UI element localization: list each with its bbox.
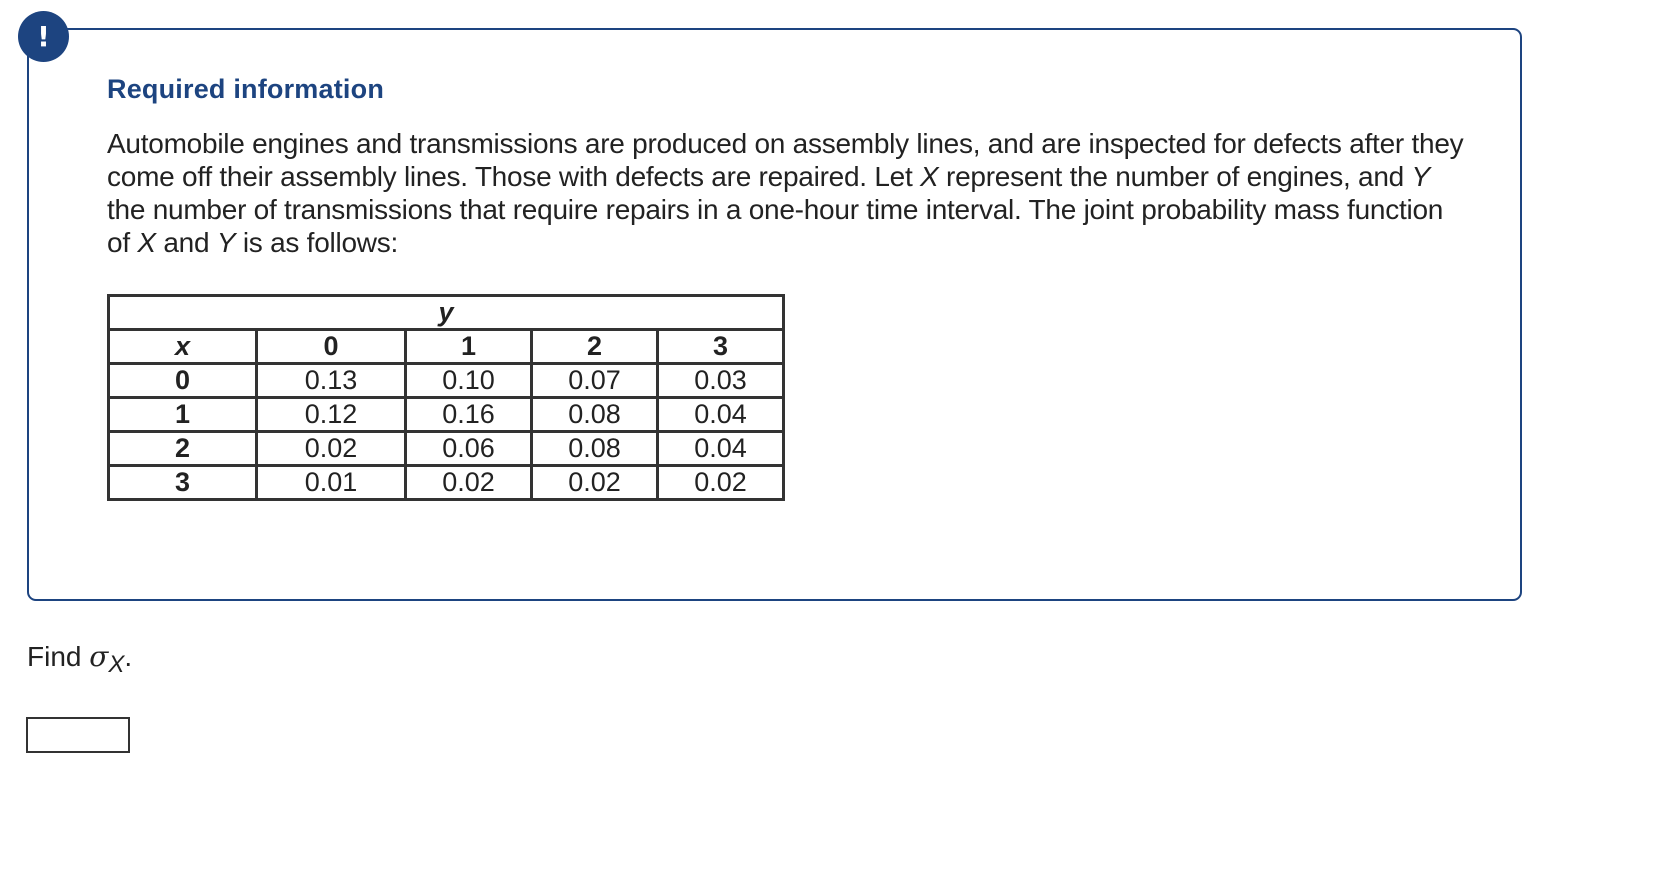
problem-text-1: Automobile engines and transmissions are produced on assembly lines, and are inspected for defects after they come off their assembly lines. Those with defects are repaired. Let: [107, 128, 1464, 192]
variable-y: Y: [216, 227, 236, 258]
table-cell: 0.10: [406, 364, 532, 398]
sigma-symbol: σ: [89, 640, 109, 673]
table-cell: 0.08: [532, 432, 658, 466]
column-header: 2: [532, 330, 658, 364]
column-variable-label: y: [109, 296, 784, 330]
column-header: 1: [406, 330, 532, 364]
table-cell: 0.01: [257, 466, 406, 500]
table-cell: 0.04: [658, 432, 784, 466]
table-row: [109, 466, 784, 500]
row-header: 3: [109, 466, 257, 500]
table-cell: 0.13: [257, 364, 406, 398]
question-suffix: .: [124, 641, 133, 672]
row-header: 2: [109, 432, 257, 466]
alert-icon: !: [18, 11, 69, 62]
sigma-subscript: X: [108, 651, 125, 678]
table-row: [109, 432, 784, 466]
table-cell: 0.02: [658, 466, 784, 500]
table-cell: 0.06: [406, 432, 532, 466]
table-cell: 0.02: [406, 466, 532, 500]
table-header-row: [109, 330, 784, 364]
table-cell: 0.08: [532, 398, 658, 432]
table-cell: 0.04: [658, 398, 784, 432]
problem-text-2: represent the number of engines, and: [938, 161, 1412, 192]
table-row: [109, 364, 784, 398]
column-header: 3: [658, 330, 784, 364]
question-prefix: Find: [27, 641, 90, 672]
variable-y: Y: [1411, 161, 1430, 192]
problem-text-4: and: [155, 227, 217, 258]
table-header-row: [109, 296, 784, 330]
table-cell: 0.16: [406, 398, 532, 432]
variable-x: X: [137, 227, 156, 258]
row-header: 0: [109, 364, 257, 398]
table-cell: 0.07: [532, 364, 658, 398]
table-cell: 0.02: [532, 466, 658, 500]
answer-input[interactable]: [26, 717, 130, 753]
required-information-heading: Required information: [107, 74, 385, 104]
row-header: 1: [109, 398, 257, 432]
row-variable-label: x: [109, 330, 257, 364]
variable-x: X: [920, 161, 939, 192]
joint-pmf-table: [107, 294, 785, 501]
table-cell: 0.03: [658, 364, 784, 398]
problem-text-3: the number of transmissions that require repairs in a one-hour time interval. The joint probability mass function of: [107, 194, 1444, 258]
table-row: [109, 398, 784, 432]
table-cell: 0.12: [257, 398, 406, 432]
table-cell: 0.02: [257, 432, 406, 466]
question-prompt: [27, 640, 132, 679]
column-header: 0: [257, 330, 406, 364]
problem-description: [107, 127, 1467, 259]
problem-text-5: is as follows:: [235, 227, 399, 258]
